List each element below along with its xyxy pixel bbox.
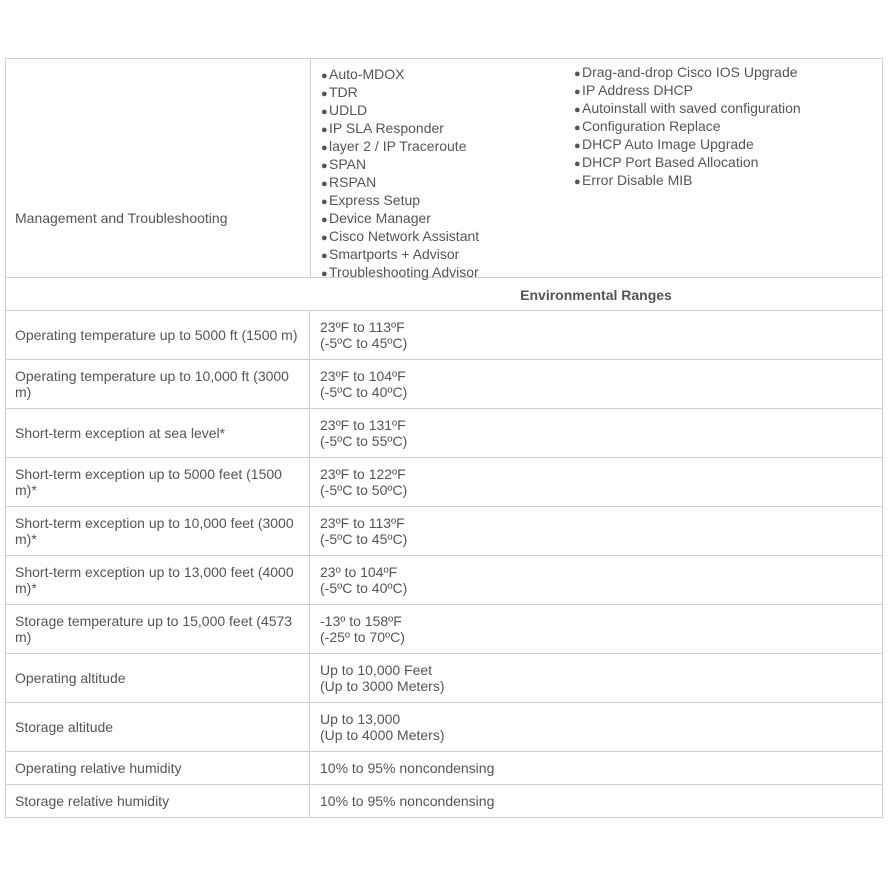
row-value: 23ºF to 104ºF (-5ºC to 40ºC) (320, 368, 408, 400)
bullet-icon: ● (321, 70, 328, 82)
row-label: Storage temperature up to 15,000 feet (4573 m) (15, 613, 293, 645)
management-feature-list-right (574, 64, 801, 190)
row-divider (5, 784, 882, 785)
row-value: 23ºF to 113ºF (-5ºC to 45ºC) (320, 515, 408, 547)
row-label: Short-term exception up to 13,000 feet (4000 m)* (15, 564, 294, 596)
row-label: Operating temperature up to 10,000 ft (3000 m) (15, 368, 289, 400)
bullet-icon: ● (574, 140, 581, 152)
row-value: 23ºF to 122ºF (-5ºC to 50ºC) (320, 466, 408, 498)
row-value: Up to 10,000 Feet (Up to 3000 Meters) (320, 662, 445, 694)
list-item: ●Troubleshooting Advisor (321, 264, 479, 280)
row-label: Operating altitude (15, 670, 126, 686)
row-value: 10% to 95% noncondensing (320, 760, 495, 776)
bullet-icon: ● (321, 160, 328, 172)
bullet-icon: ● (574, 86, 581, 98)
section-heading-environmental: Environmental Ranges (520, 287, 672, 303)
list-item: ●Express Setup (321, 192, 421, 208)
bullet-icon: ● (321, 232, 328, 244)
row-divider (5, 702, 882, 703)
bullet-icon: ● (574, 104, 581, 116)
management-label: Management and Troubleshooting (15, 210, 228, 226)
bullet-icon: ● (321, 214, 328, 226)
row-divider (5, 555, 882, 556)
list-item: ●Error Disable MIB (574, 172, 693, 188)
table-right-border (882, 58, 883, 818)
row-divider (5, 457, 882, 458)
column-divider (309, 310, 310, 818)
row-divider (5, 310, 882, 311)
row-divider (5, 653, 882, 654)
table-left-border (5, 58, 6, 818)
row-divider (5, 751, 882, 752)
management-feature-list-left (321, 66, 479, 282)
list-item: ●Configuration Replace (574, 118, 721, 134)
bullet-icon: ● (321, 196, 328, 208)
table-top-border (5, 58, 882, 59)
row-value: Up to 13,000 (Up to 4000 Meters) (320, 711, 445, 743)
bullet-icon: ● (321, 124, 328, 136)
list-item: ●RSPAN (321, 174, 377, 190)
row-label: Short-term exception at sea level* (15, 425, 226, 441)
row-value: 10% to 95% noncondensing (320, 793, 495, 809)
row-value: 23ºF to 113ºF (-5ºC to 45ºC) (320, 319, 408, 351)
table-bottom-border (5, 817, 882, 818)
list-item: ●TDR (321, 84, 358, 100)
list-item: ●IP SLA Responder (321, 120, 444, 136)
list-item: ●Cisco Network Assistant (321, 228, 480, 244)
list-item: ●Drag-and-drop Cisco IOS Upgrade (574, 64, 798, 80)
row-value: 23º to 104ºF (-5ºC to 40ºC) (320, 564, 408, 596)
row-label: Storage relative humidity (15, 793, 170, 809)
row-value: 23ºF to 131ºF (-5ºC to 55ºC) (320, 417, 408, 449)
bullet-icon: ● (574, 68, 581, 80)
list-item: ●UDLD (321, 102, 368, 118)
bullet-icon: ● (321, 142, 328, 154)
row-divider (5, 506, 882, 507)
list-item: ●DHCP Auto Image Upgrade (574, 136, 754, 152)
row-value: -13º to 158ºF (-25º to 70ºC) (320, 613, 405, 645)
row-divider (5, 604, 882, 605)
row-label: Operating temperature up to 5000 ft (1500 m) (15, 327, 298, 343)
row-label: Storage altitude (15, 719, 114, 735)
list-item: ●Auto-MDOX (321, 66, 405, 82)
bullet-icon: ● (574, 158, 581, 170)
row-divider (5, 359, 882, 360)
row-label: Short-term exception up to 10,000 feet (3000 m)* (15, 515, 294, 547)
bullet-icon: ● (321, 178, 328, 190)
list-item: ●Smartports + Advisor (321, 246, 460, 262)
bullet-icon: ● (574, 176, 581, 188)
bullet-icon: ● (321, 106, 328, 118)
row-label: Operating relative humidity (15, 760, 182, 776)
bullet-icon: ● (574, 122, 581, 134)
bullet-icon: ● (321, 250, 328, 262)
list-item: ●SPAN (321, 156, 367, 172)
bullet-icon: ● (321, 268, 328, 280)
list-item: ●Autoinstall with saved configuration (574, 100, 801, 116)
list-item: ●Device Manager (321, 210, 431, 226)
row-divider (5, 408, 882, 409)
row-label: Short-term exception up to 5000 feet (1500 m)* (15, 466, 282, 498)
bullet-icon: ● (321, 88, 328, 100)
column-divider (310, 58, 311, 278)
list-item: ●DHCP Port Based Allocation (574, 154, 759, 170)
list-item: ●layer 2 / IP Traceroute (321, 138, 467, 154)
list-item: ●IP Address DHCP (574, 82, 694, 98)
